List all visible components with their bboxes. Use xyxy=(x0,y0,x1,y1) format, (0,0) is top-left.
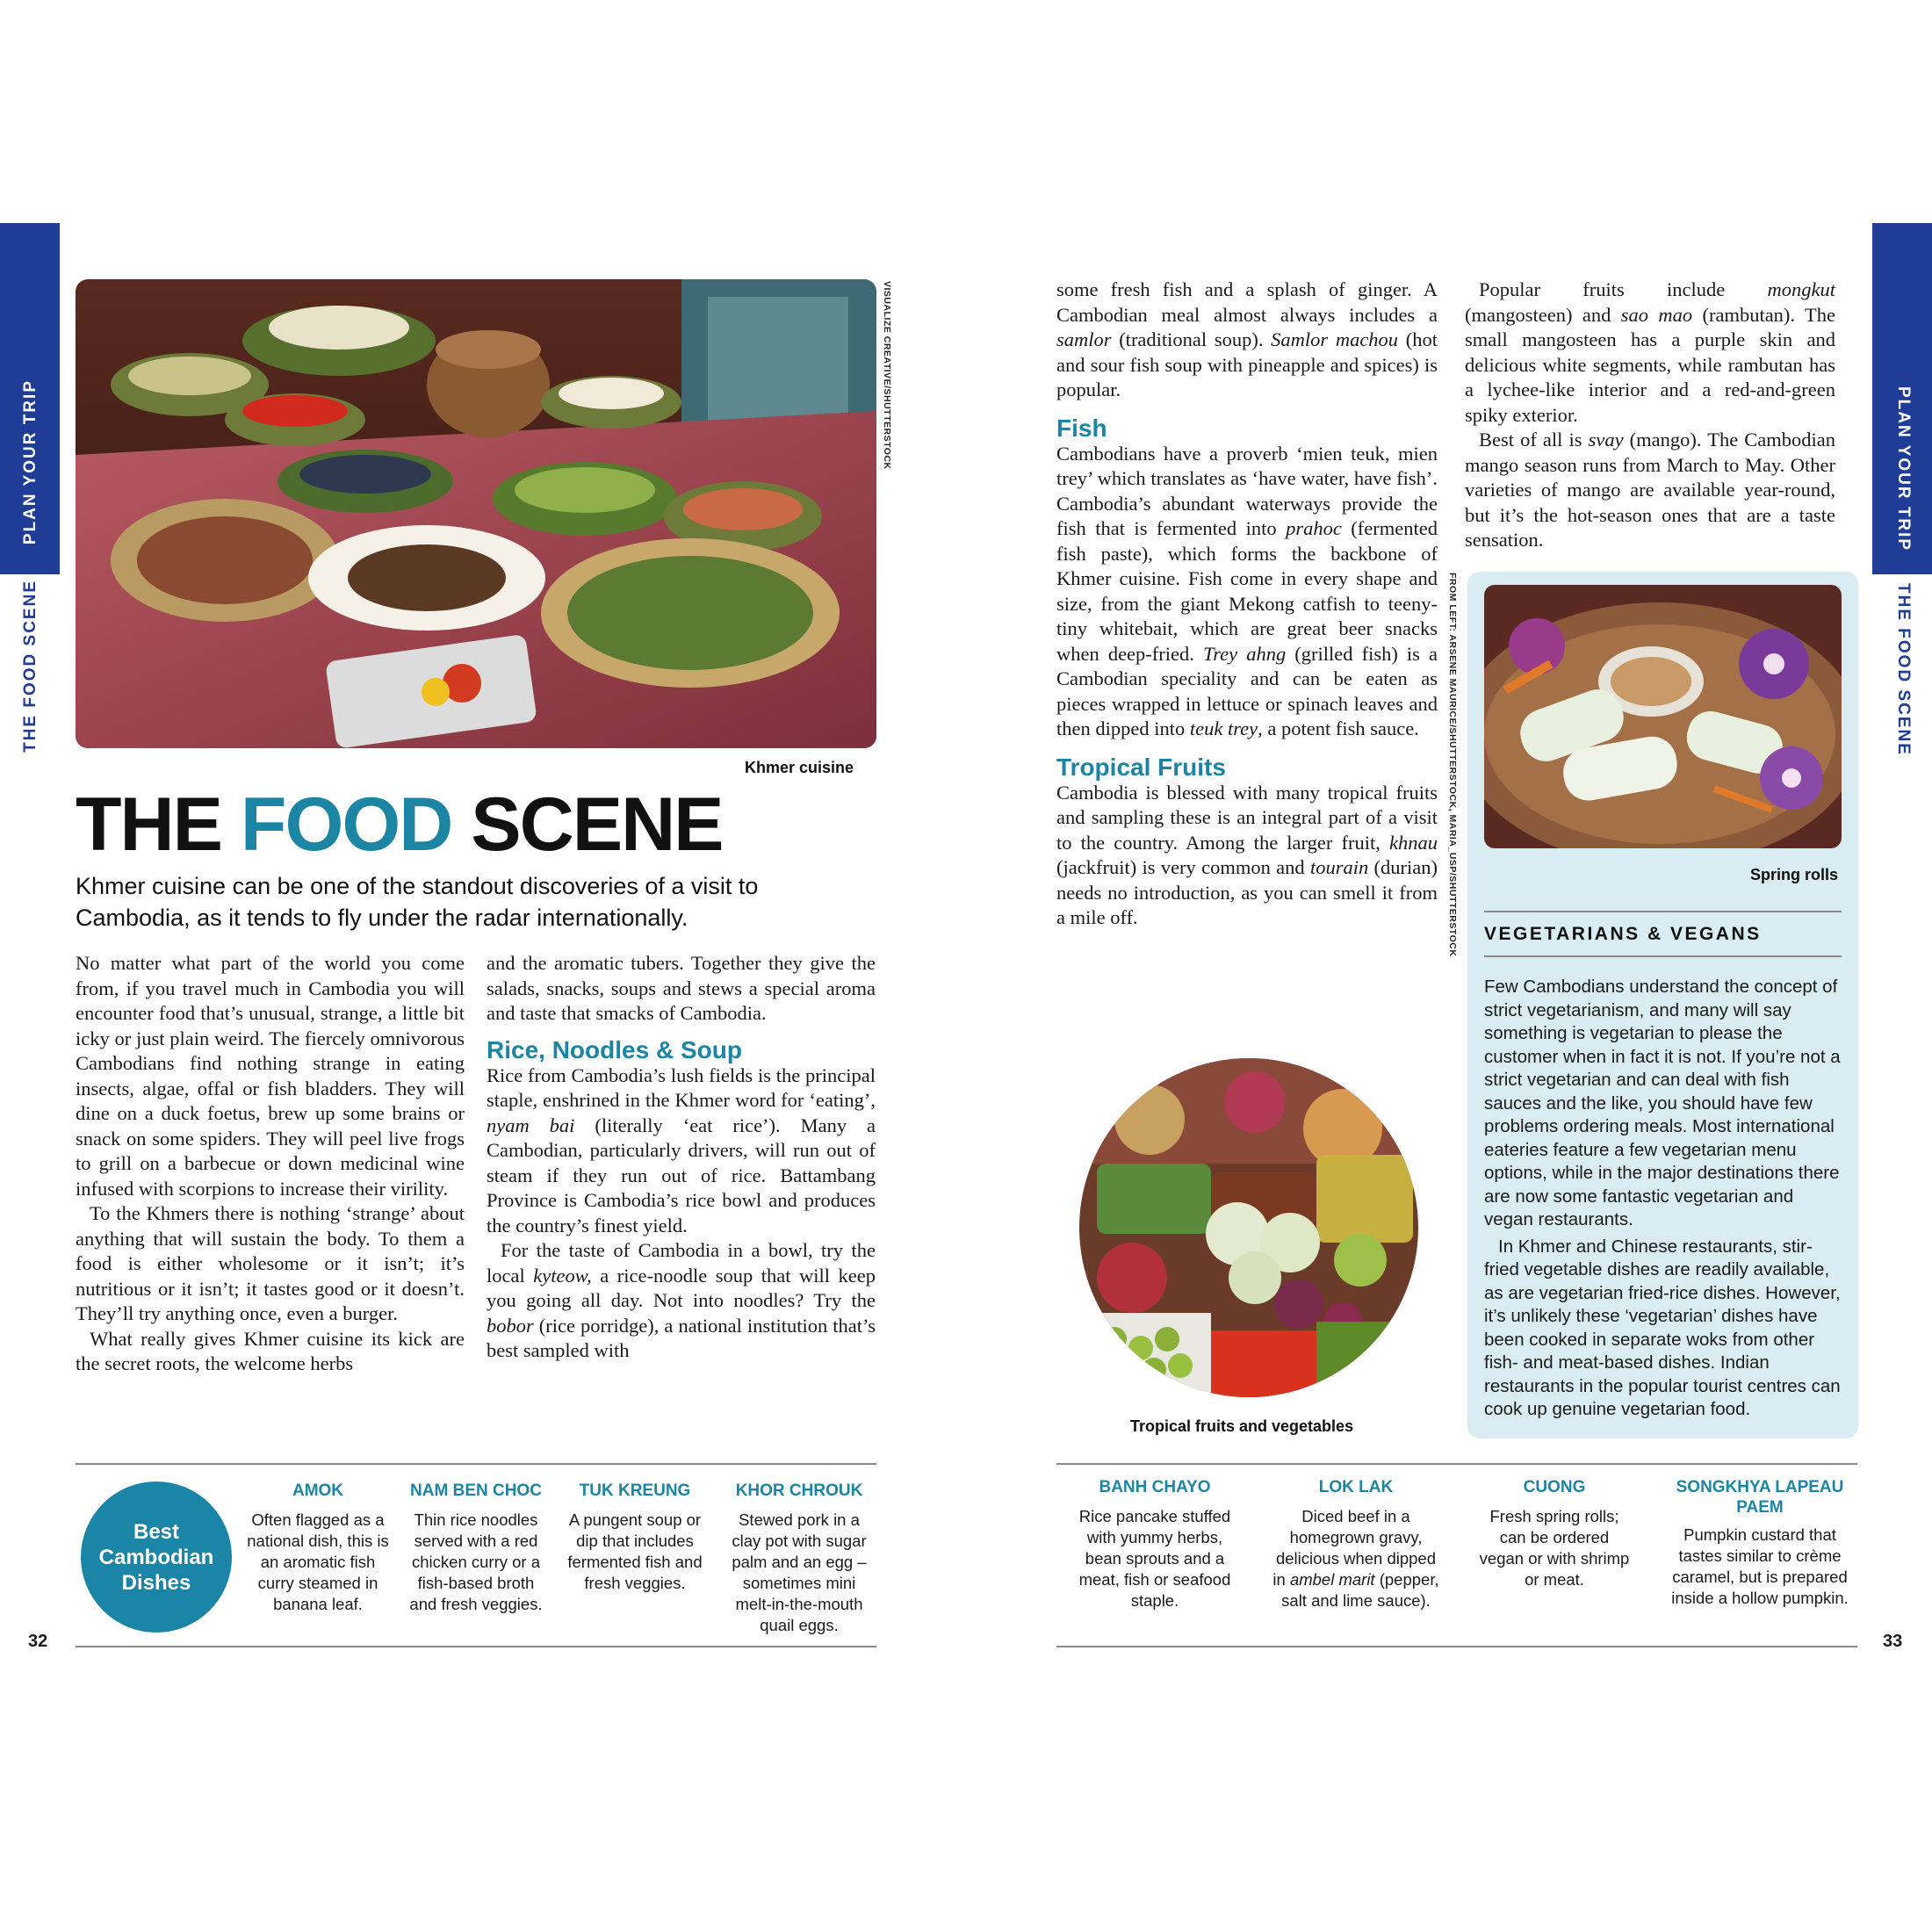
dish-desc: Diced beef in a homegrown gravy, delicious when dipped in ambel marit (pepper, salt and lime sauce). xyxy=(1272,1507,1439,1610)
right-tab-food-scene: THE FOOD SCENE xyxy=(1894,583,1913,756)
dish-lok-lak xyxy=(1270,1477,1442,1611)
veg-para-1: Few Cambodians understand the concept of strict vegetarianism, and many will say something is vegetarian to please the customer when in fact it is not. If you’re not a strict vegetarian and can deal with fish sauces and the like, you should have few problems ordering meals. Most international eateries feature a few vegetarian menu options, while in the major destinations there are now some fantastic vegetarian and vegan restaurants. xyxy=(1484,977,1841,1229)
right-tab-plan-your-trip: PLAN YOUR TRIP xyxy=(1894,386,1913,552)
tropical-fruits-heading: Tropical Fruits xyxy=(1056,753,1226,781)
spring-rolls-photo xyxy=(1484,585,1842,848)
col1-para-2: To the Khmers there is nothing ‘strange’ about anything that will sustain the body. To them a food is either wholesome or it isn’t; it’s nutritious or it isn’t; it tastes good or it doesn’t. They’ll try anything once, even a burger. xyxy=(76,1202,465,1324)
body-column-4 xyxy=(1465,278,1835,553)
col2-para-1: and the aromatic tubers. Together they give the salads, snacks, soups and stews a special aroma and taste that smacks of Cambodia. xyxy=(487,952,876,1024)
left-tab-food-scene: THE FOOD SCENE xyxy=(21,580,40,753)
intro-text: Khmer cuisine can be one of the standout discoveries of a visit to Cambodia, as it tends to fly under the radar internationally. xyxy=(76,873,759,931)
top-photo-credit: VISUALIZE CREATIVE/SHUTTERSTOCK xyxy=(882,281,892,470)
page-number-left: 32 xyxy=(28,1632,48,1651)
dish-tuk-kreung xyxy=(562,1481,708,1594)
rice-noodles-soup-heading: Rice, Noodles & Soup xyxy=(487,1035,742,1063)
col4-para-1: Popular fruits include mongkut (mangosteen) and sao mao (rambutan). The small mangosteen has a purple skin and delicious white segments, while rambutan has a lychee-like interior and a red-and-green spiky exterior. xyxy=(1465,278,1835,426)
khmer-cuisine-photo xyxy=(76,279,876,748)
left-tab-plan-your-trip: PLAN YOUR TRIP xyxy=(21,379,40,545)
dish-khor-chrouk xyxy=(724,1481,875,1636)
badge-line-2: Cambodian xyxy=(98,1545,214,1569)
badge-line-3: Dishes xyxy=(121,1570,191,1595)
dish-name: NAM BEN CHOC xyxy=(410,1481,542,1500)
title-part1: THE xyxy=(76,782,241,867)
col1-para-3: What really gives Khmer cuisine its kick are the secret roots, the welcome herbs xyxy=(76,1327,465,1374)
dish-name: KHOR CHROUK xyxy=(735,1481,863,1500)
dish-name: SONGKHYA LAPEAU PAEM xyxy=(1676,1478,1844,1517)
tropical-fruits-illustration xyxy=(1079,1058,1418,1397)
dish-name: AMOK xyxy=(292,1481,344,1500)
khmer-cuisine-caption: Khmer cuisine xyxy=(745,759,854,776)
fruit-paragraph: Cambodia is blessed with many tropical fruits and sampling these is an integral part of a visit to the country. Among the larger fruit, khnau (jackfruit) is very common and tourain (durian) needs no introduction, as you can smell it from a mile off. xyxy=(1056,781,1438,928)
body-column-1 xyxy=(76,951,465,1377)
col2-para-3: For the taste of Cambodia in a bowl, try the local kyteow, a rice-noodle soup that will keep you going all day. Not into noodles? Try the bobor (rice porridge), a national institution that’s best sampled with xyxy=(487,1239,876,1361)
dish-name: LOK LAK xyxy=(1318,1478,1394,1496)
page-title xyxy=(76,782,723,867)
dishes-rule-bottom-right xyxy=(1056,1646,1857,1647)
spring-rolls-illustration xyxy=(1484,585,1842,848)
veg-title-rule-bottom xyxy=(1484,955,1842,957)
dishes-rule-top-right xyxy=(1056,1463,1857,1465)
dish-desc: Stewed pork in a clay pot with sugar palm and an egg – sometimes mini melt-in-the-mouth quail eggs. xyxy=(732,1510,867,1634)
vegetarians-text xyxy=(1484,976,1844,1422)
tropical-fruits-photo xyxy=(1079,1058,1418,1397)
best-dishes-badge xyxy=(81,1481,232,1633)
dish-desc: Pumpkin custard that tastes similar to crème caramel, but is prepared inside a hollow pumpkin. xyxy=(1671,1525,1849,1607)
col1-para-1: No matter what part of the world you come from, if you travel much in Cambodia you will encounter food that’s unusual, strange, a little bit icky or just plain weird. The fiercely omnivorous Cambodians find nothing strange in eating insects, algae, offal or fish bladders. They will dine on a duck foetus, brew up some brains or snack on some spiders. They will peel live frogs to grill on a barbecue or down medicinal wine infused with scorpions to increase their virility. xyxy=(76,952,465,1200)
spring-rolls-caption: Spring rolls xyxy=(1750,866,1839,883)
tropical-fruits-caption: Tropical fruits and vegetables xyxy=(1130,1417,1354,1435)
vegetarians-title: VEGETARIANS & VEGANS xyxy=(1484,924,1762,944)
dish-desc: Thin rice noodles served with a red chicken curry or a fish-based broth and fresh veggies. xyxy=(409,1510,543,1613)
dish-desc: Rice pancake stuffed with yummy herbs, bean sprouts and a meat, fish or seafood staple. xyxy=(1078,1507,1231,1610)
dish-banh-chayo xyxy=(1073,1477,1236,1611)
badge-line-1: Best xyxy=(133,1519,180,1544)
dish-desc: A pungent soup or dip that includes fermented fish and fresh veggies. xyxy=(567,1510,703,1592)
veg-para-2: In Khmer and Chinese restaurants, stir-fried vegetable dishes are readily available, as are vegetarian fried-rice dishes. However, it’s unlikely these ‘vegetarian’ dishes have been cooked in separate woks from other fish- and meat-based dishes. Indian restaurants in the popular tourist centres can cook up genuine vegetarian food. xyxy=(1484,1236,1841,1419)
right-photos-credit: FROM LEFT: ARSENE MAURICE/SHUTTERSTOCK, MARIA_USP/SHUTTERSTOCK xyxy=(1447,573,1458,957)
dish-name: BANH CHAYO xyxy=(1099,1478,1211,1496)
dish-name: TUK KREUNG xyxy=(579,1481,691,1500)
dish-desc: Fresh spring rolls; can be ordered vegan or with shrimp or meat. xyxy=(1479,1507,1630,1589)
col3-para-1: some fresh fish and a splash of ginger. A Cambodian meal almost always includes a samlor (traditional soup). Samlor machou (hot and sour fish soup with pineapple and spices) is popular. xyxy=(1056,278,1438,400)
title-part2: SCENE xyxy=(451,782,723,867)
col4-para-2: Best of all is svay (mango). The Cambodian mango season runs from March to May. Other varieties of mango are available year-round, but it’s the hot-season ones that are a taste sensation. xyxy=(1465,429,1835,551)
col2-para-2: Rice from Cambodia’s lush fields is the principal staple, enshrined in the Khmer word for ‘eating’, nyam bai (literally ‘eat rice’). Many a Cambodian, particularly drivers, will run out of steam if they run out of rice. Battambang Province is Cambodia’s rice bowl and produces the country’s finest yield. xyxy=(487,1063,876,1236)
dish-name: CUONG xyxy=(1523,1478,1586,1496)
body-column-2 xyxy=(487,951,876,1364)
khmer-cuisine-illustration xyxy=(76,279,876,748)
dish-desc: Often flagged as a national dish, this is an aromatic fish curry steamed in banana leaf. xyxy=(247,1510,389,1613)
veg-title-rule-top xyxy=(1484,911,1842,912)
fish-paragraph: Cambodians have a proverb ‘mien teuk, mien trey’ which translates as ‘have water, have fish’. Cambodia’s abundant waterways provide the fish that is fermented into prahoc (fermented fish paste), which forms the backbone of Khmer cuisine. Fish come in every shape and size, from the giant Mekong catfish to teeny-tiny whitebait, which are great beer snacks when deep-fried. Trey ahng (grilled fish) is a Cambodian speciality and can be eaten as pieces wrapped in lettuce or spinach leaves and then dipped into teuk trey, a potent fish sauce. xyxy=(1056,442,1438,739)
dish-amok xyxy=(246,1481,390,1615)
page-number-right: 33 xyxy=(1883,1632,1903,1651)
title-accent: FOOD xyxy=(240,782,452,867)
dish-songkhya-lapeau-paem xyxy=(1670,1477,1849,1609)
dishes-rule-bottom-left xyxy=(76,1646,876,1647)
dishes-rule-top-left xyxy=(76,1463,876,1465)
fish-heading: Fish xyxy=(1056,414,1107,442)
dish-cuong xyxy=(1477,1477,1632,1590)
body-column-3 xyxy=(1056,278,1438,931)
dish-nam-ben-choc xyxy=(406,1481,546,1615)
